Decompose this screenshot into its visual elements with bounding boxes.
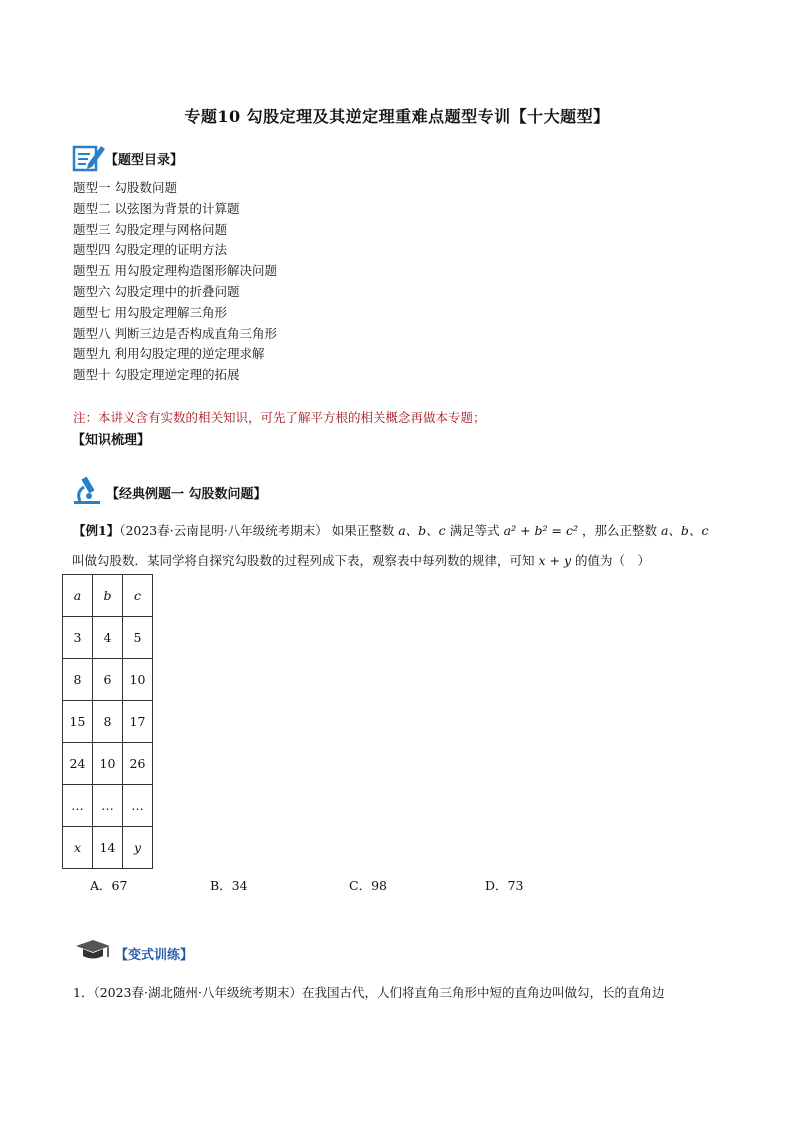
- example-section: [72, 474, 106, 510]
- example-1: [73, 516, 753, 576]
- toc-item: 题型八 判断三边是否构成直角三角形: [73, 325, 277, 341]
- table-row: [63, 785, 153, 827]
- math-expression: x + y: [538, 553, 572, 568]
- toc-item: 题型十 勾股定理逆定理的拓展: [73, 367, 240, 383]
- table-cell: 5: [123, 617, 153, 659]
- variant-header: 【变式训练】: [115, 948, 194, 963]
- table-row: [63, 617, 153, 659]
- option-a[interactable]: A．67: [90, 878, 128, 893]
- graduation-cap-icon: [74, 938, 112, 962]
- pythagorean-table: [62, 574, 153, 869]
- table-header-cell: b: [93, 575, 123, 617]
- toc-item: 题型五 用勾股定理构造图形解决问题: [73, 263, 277, 279]
- note-text: 注：本讲义含有实数的相关知识，可先了解平方根的相关概念再做本专题；: [73, 410, 486, 425]
- toc-item: 题型三 勾股定理与网格问题: [73, 221, 227, 237]
- table-cell: 17: [123, 701, 153, 743]
- example-text: 如果正整数: [331, 523, 395, 538]
- table-cell: 26: [123, 743, 153, 785]
- math-vars: a、b、c: [660, 523, 709, 538]
- example-header: 【经典例题一 勾股数问题】: [106, 487, 267, 502]
- option-b[interactable]: B．34: [210, 878, 248, 893]
- table-cell: 6: [93, 659, 123, 701]
- table-row: [63, 659, 153, 701]
- table-header-cell: c: [123, 575, 153, 617]
- example-text: ，那么正整数: [581, 523, 657, 538]
- example-text: 满足等式: [449, 523, 500, 538]
- table-row: [63, 827, 153, 869]
- table-cell: 8: [93, 701, 123, 743]
- toc-header: 【题型目录】: [105, 153, 184, 168]
- table-cell: 8: [63, 659, 93, 701]
- math-equation: a² + b² = c²: [503, 523, 578, 538]
- table-cell: 10: [123, 659, 153, 701]
- table-cell: y: [123, 827, 153, 869]
- table-cell: 3: [63, 617, 93, 659]
- toc-item: 题型六 勾股定理中的折叠问题: [73, 283, 240, 299]
- table-cell: 15: [63, 701, 93, 743]
- microscope-icon: [72, 474, 106, 506]
- notepad-pencil-icon: [72, 142, 106, 172]
- example-text: 的值为（ ）: [575, 553, 651, 568]
- example-label: 【例1】: [73, 523, 120, 538]
- toc-item: 题型九 利用勾股定理的逆定理求解: [73, 346, 265, 362]
- page-title: 专题10 勾股定理及其逆定理重难点题型专训【十大题型】: [184, 107, 610, 126]
- example-source: （2023春·云南昆明·八年级统考期末）: [119, 523, 328, 538]
- toc-section: [72, 142, 106, 176]
- table-cell: …: [63, 785, 93, 827]
- table-cell: x: [63, 827, 93, 869]
- table-header-row: [63, 575, 153, 617]
- table-cell: 4: [93, 617, 123, 659]
- table-row: [63, 701, 153, 743]
- knowledge-header: 【知识梳理】: [72, 433, 151, 448]
- toc-item: 题型一 勾股数问题: [73, 180, 177, 195]
- table-row: [63, 743, 153, 785]
- option-c[interactable]: C．98: [349, 878, 387, 893]
- toc-item: 题型二 以弦图为背景的计算题: [73, 200, 240, 216]
- table-cell: 24: [63, 743, 93, 785]
- toc-item: 题型七 用勾股定理解三角形: [73, 304, 227, 320]
- question-1: 1．（2023春·湖北随州·八年级统考期末）在我国古代，人们将直角三角形中短的直角边叫做勾，长的直角边: [73, 985, 665, 1000]
- table-cell: …: [123, 785, 153, 827]
- table-cell: 10: [93, 743, 123, 785]
- example-text: 叫做勾股数．某同学将自探究勾股数的过程列成下表，观察表中每列数的规律，可知: [72, 553, 535, 568]
- option-d[interactable]: D．73: [485, 878, 524, 893]
- variant-section: [74, 938, 112, 966]
- table-cell: 14: [93, 827, 123, 869]
- math-vars: a、b、c: [398, 523, 446, 538]
- table-cell: …: [93, 785, 123, 827]
- toc-item: 题型四 勾股定理的证明方法: [73, 242, 227, 258]
- table-header-cell: a: [63, 575, 93, 617]
- toc-list: [73, 178, 277, 386]
